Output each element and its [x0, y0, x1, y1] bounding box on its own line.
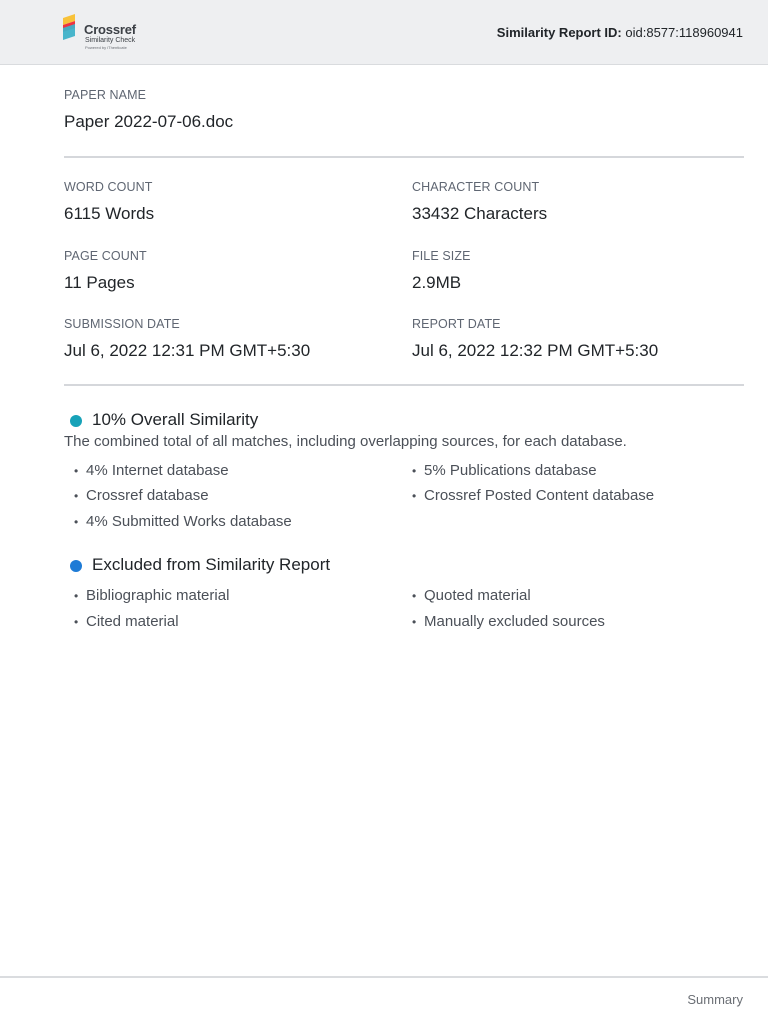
logo-brand: Crossref [84, 22, 136, 37]
list-item: • Cited material [74, 613, 179, 630]
list-item: • 5% Publications database [412, 462, 597, 479]
report-id-label: Similarity Report ID: [496, 25, 622, 40]
page-footer [0, 976, 768, 1024]
submission-date-label: SUBMISSION DATE [64, 317, 180, 331]
paper-name-value: Paper 2022-07-06.doc [64, 112, 234, 131]
page-count-value: 11 Pages [64, 273, 135, 292]
excluded-title: Excluded from Similarity Report [92, 555, 331, 574]
file-size-value: 2.9MB [412, 273, 462, 292]
list-item: • Crossref Posted Content database [412, 487, 655, 504]
crossref-logo-icon [62, 14, 82, 40]
footer-summary-label: Summary [687, 992, 743, 1007]
character-count-value: 33432 Characters [412, 204, 548, 223]
file-size-label: FILE SIZE [412, 249, 471, 263]
divider [64, 384, 744, 386]
report-header [0, 0, 768, 65]
similarity-description: The combined total of all matches, including overlapping sources, for each database. [64, 433, 627, 450]
character-count-label: CHARACTER COUNT [412, 180, 540, 194]
similarity-dot-icon [70, 415, 82, 427]
overall-similarity-title: 10% Overall Similarity [92, 410, 259, 429]
report-date-value: Jul 6, 2022 12:32 PM GMT+5:30 [412, 341, 659, 360]
divider [64, 156, 744, 158]
report-date-label: REPORT DATE [412, 317, 501, 331]
list-item: • 4% Submitted Works database [74, 513, 292, 530]
word-count-label: WORD COUNT [64, 180, 153, 194]
logo-product: Similarity Check [85, 37, 136, 44]
list-item: • Manually excluded sources [412, 613, 605, 630]
list-item: • Crossref database [74, 487, 209, 504]
crossref-logo [62, 14, 152, 52]
list-item: • 4% Internet database [74, 462, 229, 479]
report-id-value: oid:8577:118960941 [625, 25, 743, 40]
submission-date-value: Jul 6, 2022 12:31 PM GMT+5:30 [64, 341, 311, 360]
list-item: • Quoted material [412, 587, 531, 604]
paper-name-label: PAPER NAME [64, 88, 147, 102]
word-count-value: 6115 Words [64, 204, 155, 223]
list-item: • Bibliographic material [74, 587, 230, 604]
logo-powered: Powered by iThenticate [85, 45, 127, 50]
page-count-label: PAGE COUNT [64, 249, 147, 263]
excluded-dot-icon [70, 560, 82, 572]
report-id [497, 25, 743, 40]
